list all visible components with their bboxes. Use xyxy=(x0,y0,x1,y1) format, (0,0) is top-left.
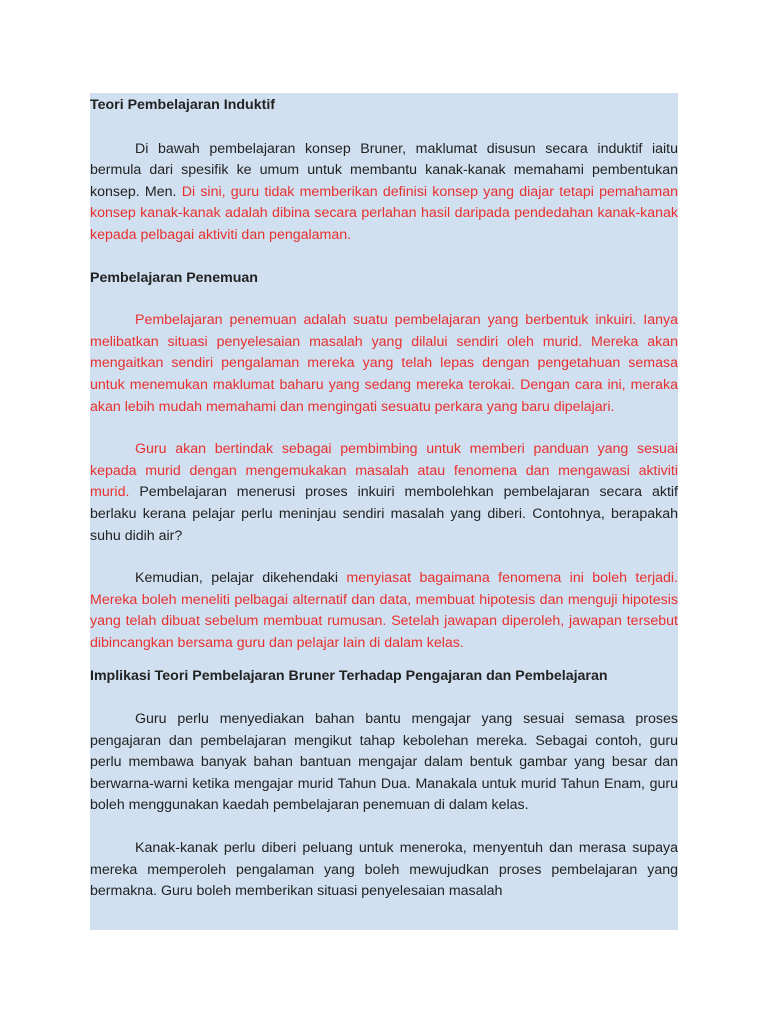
heading-teori-pembelajaran-induktif: Teori Pembelajaran Induktif xyxy=(90,97,276,113)
paragraph-penemuan-3-text: Kemudian, pelajar dikehendaki xyxy=(135,570,347,587)
paragraph-penemuan-2-text: Pembelajaran menerusi proses inkuiri membolehkan pembelajaran secara aktif berlaku kerana pelajar perlu meninjau sendiri masalah yang diberi. Contohnya, berapakah suhu didih air? xyxy=(90,484,678,544)
heading-implikasi: Implikasi Teori Pembelajaran Bruner Terhadap Pengajaran dan Pembelajaran xyxy=(90,668,608,685)
paragraph-implikasi-2: Kanak-kanak perlu diberi peluang untuk meneroka, menyentuh dan merasa supaya mereka memperoleh pengalaman yang boleh mewujudkan proses pembelajaran yang bermakna. Guru boleh memberikan situasi penyelesaian masalah xyxy=(90,840,678,900)
paragraph-induktif-highlight: Di sini, guru tidak memberikan definisi konsep yang diajar tetapi pemahaman konsep kanak-kanak adalah dibina secara perlahan hasil daripada pendedahan kanak-kanak kepada pelbagai aktiviti dan pengalaman. xyxy=(90,183,678,243)
paragraph-penemuan-2-highlight: Guru akan bertindak sebagai pembimbing untuk memberi panduan yang sesuai kepada murid dengan mengemukakan masalah atau fenomena dan mengawasi aktiviti murid. xyxy=(90,441,678,501)
paragraph-penemuan-2 xyxy=(90,439,678,547)
paragraph-penemuan-3-highlight: menyiasat bagaimana fenomena ini boleh terjadi. Mereka boleh meneliti pelbagai alternatif dan data, membuat hipotesis dan menguji hipotesis yang telah dibuat sebelum membuat rumusan. Setelah jawapan diperoleh, jawapan tersebut dibincangkan bersama guru dan pelajar lain di dalam kelas. xyxy=(90,570,678,651)
paragraph-implikasi-1: Guru perlu menyediakan bahan bantu mengajar yang sesuai semasa proses pengajaran dan pembelajaran mengikut tahap kebolehan mereka. Sebagai contoh, guru perlu membawa banyak bahan bantuan mengajar dalam bentuk gambar yang besar dan berwarna-warni ketika mengajar murid Tahun Dua. Manakala untuk murid Tahun Enam, guru boleh menggunakan kaedah pembelajaran penemuan di dalam kelas. xyxy=(90,711,678,814)
heading-pembelajaran-penemuan: Pembelajaran Penemuan xyxy=(90,269,258,286)
paragraph-induktif-text: Di bawah pembelajaran konsep Bruner, maklumat disusun secara induktif iaitu bermula dari spesifik ke umum untuk membantu kanak-kanak memahami pembentukan konsep. Men. xyxy=(90,140,678,200)
paragraph-penemuan-1: Pembelajaran penemuan adalah suatu pembelajaran yang berbentuk inkuiri. Ianya melibatkan situasi penyelesaian masalah yang dilalui sendiri oleh murid. Mereka akan mengaitkan sendiri pengalaman mereka yang telah lepas dengan pengetahuan semasa untuk menemukan maklumat baharu yang sedang mereka terokai. Dengan cara ini, meraka akan lebih mudah memahami dan mengingati sesuatu perkara yang baru dipelajari. xyxy=(90,312,678,415)
paragraph-penemuan-3 xyxy=(90,568,678,654)
paragraph-induktif xyxy=(90,139,678,247)
highlighted-text-block xyxy=(90,93,678,930)
